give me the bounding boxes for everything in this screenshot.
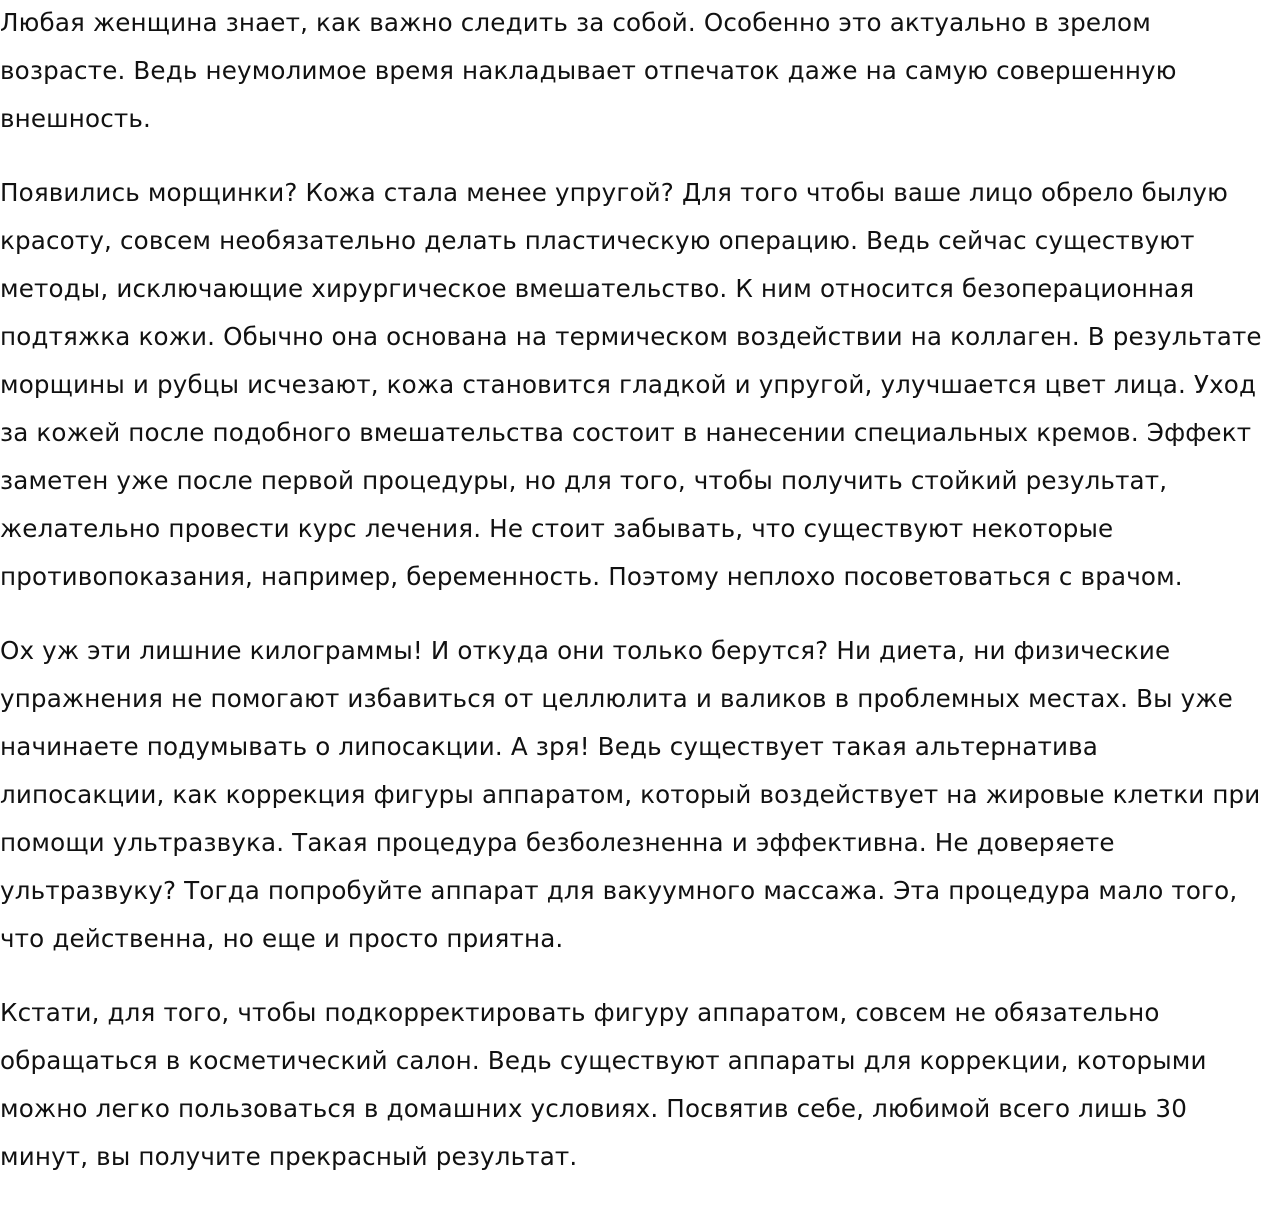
paragraph-body-correction: Ох уж эти лишние килограммы! И откуда они только берутся? Ни диета, ни физические упражнения не помогают избавиться от целлюлита и валиков в проблемных местах. Вы уже начинаете подумывать о липосакции. А зря! Ведь существует такая альтернатива липосакции, как коррекция фигуры аппаратом, который воздействует на жировые клетки при помощи ультразвука. Такая процедура безболезненна и эффективна. Не доверяете ультразвуку? Тогда попробуйте аппарат для вакуумного массажа. Эта процедура мало того, что действенна, но еще и просто приятна. bbox=[0, 636, 1261, 953]
paragraph-skin-lifting: Появились морщинки? Кожа стала менее упругой? Для того чтобы ваше лицо обрело былую красоту, совсем необязательно делать пластическую операцию. Ведь сейчас существуют методы, исключающие хирургическое вмешательство. К ним относится безоперационная подтяжка кожи. Обычно она основана на термическом воздействии на коллаген. В результате морщины и рубцы исчезают, кожа становится гладкой и упругой, улучшается цвет лица. Уход за кожей после подобного вмешательства состоит в нанесении специальных кремов. Эффект заметен уже после первой процедуры, но для того, чтобы получить стойкий результат, желательно провести курс лечения. Не стоит забывать, что существуют некоторые противопоказания, например, беременность. Поэтому неплохо посоветоваться с врачом. bbox=[0, 178, 1262, 591]
paragraph-home-devices: Кстати, для того, чтобы подкорректировать фигуру аппаратом, совсем не обязательно обращаться в косметический салон. Ведь существуют аппараты для коррекции, которыми можно легко пользоваться в домашних условиях. Посвятив себе, любимой всего лишь 30 минут, вы получите прекрасный результат. bbox=[0, 998, 1207, 1171]
paragraph-intro: Любая женщина знает, как важно следить за собой. Особенно это актуально в зрелом возрасте. Ведь неумолимое время накладывает отпечаток даже на самую совершенную внешность. bbox=[0, 8, 1177, 133]
